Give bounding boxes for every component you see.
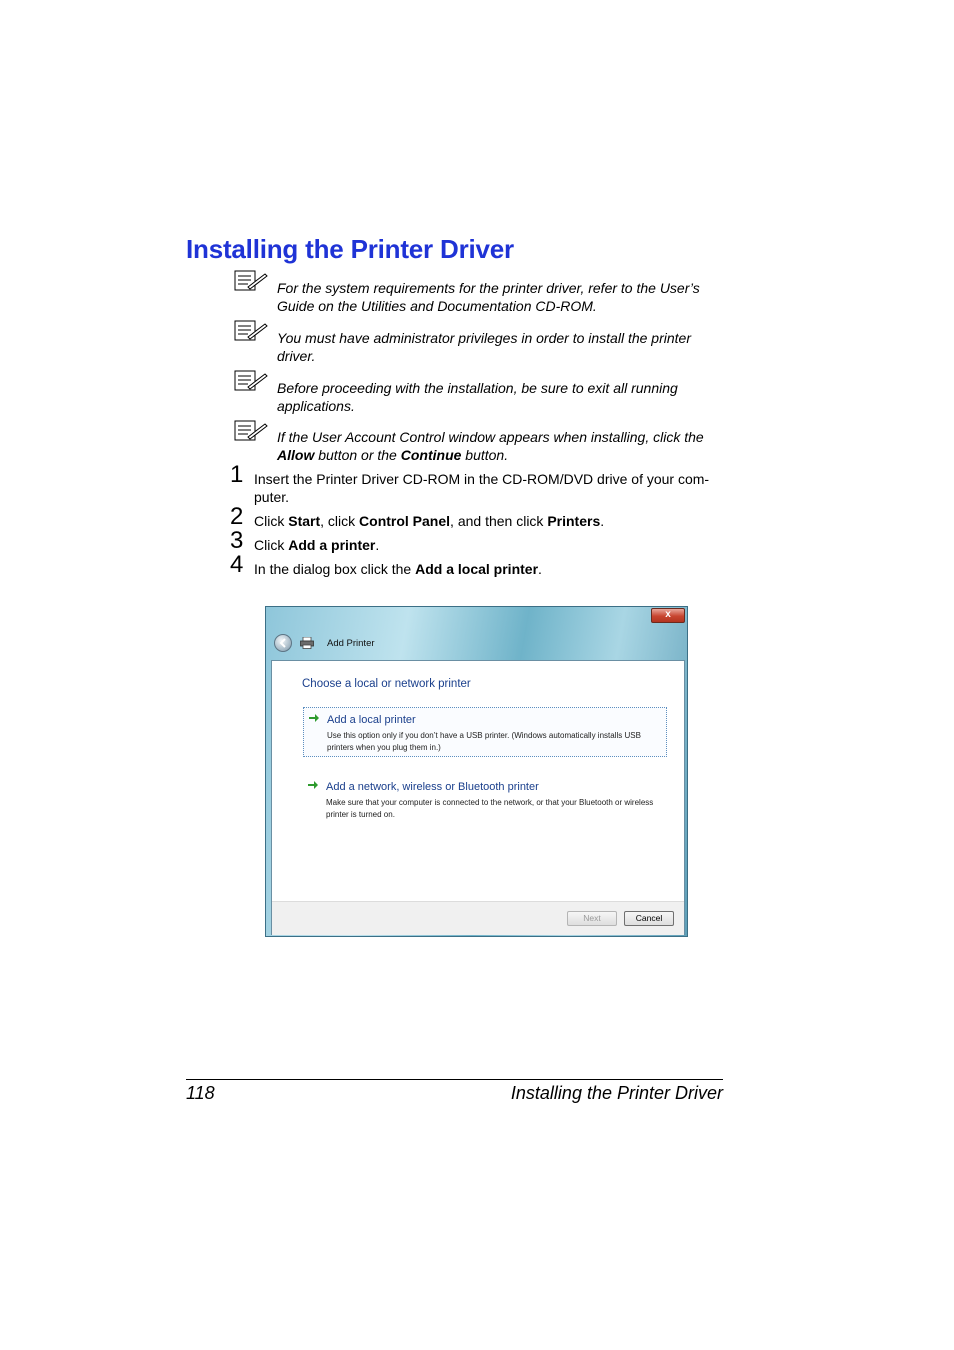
next-button[interactable]: Next [567, 911, 617, 926]
step-text: In the dialog box click the Add a local printer. [254, 561, 542, 577]
printer-icon [300, 637, 314, 649]
note-pencil-icon [234, 320, 268, 342]
note-text: Before proceeding with the installation, be sure to exit all running applications. [277, 380, 678, 414]
step-number: 4 [230, 551, 244, 578]
step-text: Click Start, click Control Panel, and then click Printers. [254, 513, 605, 529]
option-description: Use this option only if you don’t have a USB printer. (Windows automatically installs USB printers when you plug them in.) [327, 731, 641, 752]
footer-rule [186, 1079, 723, 1080]
back-button[interactable] [274, 634, 292, 652]
back-arrow-icon [278, 638, 288, 648]
option-title: Add a network, wireless or Bluetooth printer [326, 781, 539, 793]
close-button[interactable]: x [651, 608, 685, 623]
page-number: 118 [186, 1083, 215, 1103]
allow-label: Allow [277, 447, 315, 463]
dialog-title: Add Printer [327, 638, 375, 649]
add-network-printer-option[interactable] [303, 775, 667, 825]
dialog-content [271, 660, 685, 935]
add-printer-dialog [265, 606, 688, 937]
continue-label: Continue [400, 447, 462, 463]
step-text: Click Add a printer. [254, 537, 380, 553]
option-description: Make sure that your computer is connected to the network, or that your Bluetooth or wireless printer is turned on. [326, 798, 654, 819]
note-pencil-icon [234, 370, 268, 392]
option-title: Add a local printer [327, 714, 416, 726]
note-pencil-icon [234, 270, 268, 292]
green-arrow-icon [309, 713, 319, 723]
page-title: Installing the Printer Driver [186, 234, 514, 264]
add-local-printer-option[interactable] [303, 707, 667, 757]
note-text: You must have administrator privileges in order to install the printer driver. [277, 330, 691, 364]
footer-title: Installing the Printer Driver [510, 1083, 723, 1103]
note-text: If the User Account Control window appears when installing, click the Allow button or the Continue button. [277, 429, 704, 463]
step-number: 1 [230, 461, 244, 488]
dialog-button-bar [272, 901, 684, 935]
cancel-button[interactable]: Cancel [624, 911, 674, 926]
note-pencil-icon [234, 420, 268, 442]
step-number: 2 [230, 503, 244, 530]
step-number: 3 [230, 527, 244, 554]
green-arrow-icon [308, 780, 318, 790]
dialog-heading: Choose a local or network printer [302, 678, 471, 690]
note-text: For the system requirements for the printer driver, refer to the User’s Guide on the Utilities and Documentation CD-ROM. [277, 280, 700, 314]
step-text: Insert the Printer Driver CD-ROM in the CD-ROM/DVD drive of your com-puter. [254, 471, 710, 505]
